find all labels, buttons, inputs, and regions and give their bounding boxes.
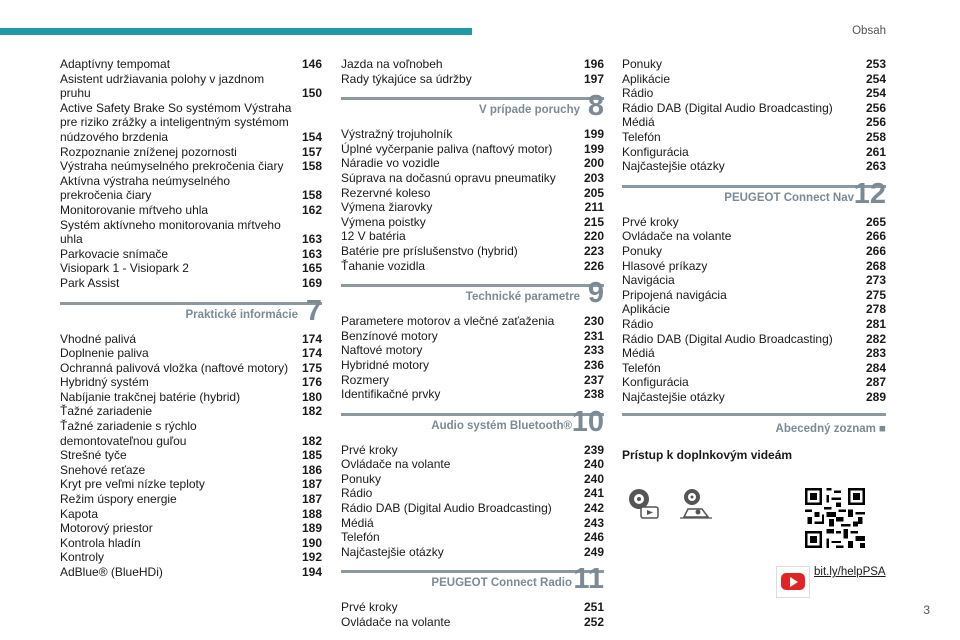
section-number: 12 xyxy=(853,177,886,210)
toc-entry-page: 223 xyxy=(583,243,604,258)
toc-entry-title: Doplnenie paliva xyxy=(60,346,149,361)
toc-entry[interactable] xyxy=(60,174,322,203)
toc-entry[interactable] xyxy=(622,229,886,244)
toc-entry-title: Parametere motorov a vlečné zaťaženia xyxy=(341,314,555,329)
toc-entry-title: Ponuky xyxy=(341,471,382,486)
header-accent-bar xyxy=(0,28,472,35)
toc-entry[interactable] xyxy=(60,218,322,247)
toc-entry-title: Rádio DAB (Digital Audio Broadcasting) xyxy=(622,331,833,346)
toc-entry[interactable] xyxy=(622,259,886,274)
toc-entry-page: 226 xyxy=(583,258,604,273)
toc-entry[interactable] xyxy=(341,142,604,157)
toc-entry[interactable] xyxy=(622,130,886,145)
toc-entry-page: 256 xyxy=(865,100,886,115)
toc-entry[interactable] xyxy=(341,373,604,388)
toc-entry-page: 233 xyxy=(583,343,604,358)
toc-entry-title: Parkovacie snímače xyxy=(60,246,169,261)
toc-entry[interactable] xyxy=(622,375,886,390)
toc-entry-page: 188 xyxy=(301,506,322,521)
toc-entry[interactable] xyxy=(622,288,886,303)
toc-entry[interactable] xyxy=(60,159,322,174)
toc-entry[interactable] xyxy=(341,387,604,402)
toc-entry-title: Kontrola hladín xyxy=(60,535,141,550)
toc-entry[interactable] xyxy=(60,419,322,448)
toc-entry[interactable] xyxy=(622,273,886,288)
toc-entry-page: 252 xyxy=(583,615,604,630)
car-wheel-video-icon xyxy=(678,487,714,521)
toc-entry-page: 165 xyxy=(301,261,322,276)
toc-entry-page: 185 xyxy=(301,448,322,463)
toc-entry-page: 266 xyxy=(865,229,886,244)
toc-entry[interactable] xyxy=(60,463,322,478)
toc-entry-page: 197 xyxy=(583,71,604,86)
toc-entry[interactable] xyxy=(341,127,604,142)
toc-entry[interactable] xyxy=(60,332,322,347)
toc-entry-title: Ovládače na volante xyxy=(341,457,451,472)
toc-entry-page: 258 xyxy=(865,129,886,144)
toc-entry-title: Konfigurácia xyxy=(622,375,689,390)
toc-entry-title: 12 V batéria xyxy=(341,229,406,244)
toc-entry[interactable] xyxy=(60,404,322,419)
toc-entry-title: Visiopark 1 - Visiopark 2 xyxy=(60,261,189,276)
toc-entry[interactable] xyxy=(341,530,604,545)
toc-entry-title: Asistent udržiavania polohy v jazdnom pruhu xyxy=(60,71,265,101)
toc-entry-page: 182 xyxy=(301,404,322,419)
help-link[interactable]: bit.ly/helpPSA xyxy=(814,566,886,578)
toc-entry-page: 242 xyxy=(583,501,604,516)
toc-entry-page: 150 xyxy=(301,86,322,101)
toc-entry-title: Navigácia xyxy=(622,273,675,288)
toc-entry-page: 254 xyxy=(865,71,886,86)
section-number: 7 xyxy=(305,294,322,327)
toc-entry-title: AdBlue® (BlueHDi) xyxy=(60,565,163,579)
toc-entry-page: 241 xyxy=(583,486,604,501)
toc-entry-title: Ťahanie vozidla xyxy=(341,258,426,273)
toc-entry-title: Výmena poistky xyxy=(341,214,426,229)
toc-entry-title: Rádio xyxy=(622,86,654,101)
toc-entry-page: 246 xyxy=(583,530,604,545)
toc-entry-title: Snehové reťaze xyxy=(60,462,146,477)
toc-entry-title: Rádio DAB (Digital Audio Broadcasting) xyxy=(622,100,833,115)
toc-entry[interactable] xyxy=(341,545,604,560)
toc-entry-title: Hybridné motory xyxy=(341,357,430,372)
toc-entry[interactable] xyxy=(60,261,322,276)
toc-entry-page: 157 xyxy=(301,144,322,159)
toc-entry-title: Súprava na dočasnú opravu pneumatiky xyxy=(341,170,556,185)
toc-column-2 xyxy=(341,57,604,630)
toc-entry-title: Pripojená navigácia xyxy=(622,287,727,302)
toc-entry[interactable] xyxy=(341,244,604,259)
section-header-9 xyxy=(341,277,604,310)
toc-entry-page: 253 xyxy=(865,57,886,71)
toc-entry-page: 158 xyxy=(301,188,322,203)
toc-entry-page: 189 xyxy=(301,521,322,536)
page-number: 3 xyxy=(923,603,930,617)
toc-entry[interactable] xyxy=(622,302,886,317)
toc-entry-title: Telefón xyxy=(622,360,661,375)
toc-entry[interactable] xyxy=(341,472,604,487)
toc-entry[interactable] xyxy=(341,314,604,329)
toc-entry-page: 240 xyxy=(583,457,604,472)
section-header-8 xyxy=(341,90,604,123)
toc-entry-page: 199 xyxy=(583,127,604,142)
section-header-10 xyxy=(341,405,604,439)
toc-entry-page: 236 xyxy=(583,357,604,372)
toc-entry-page: 283 xyxy=(865,346,886,361)
toc-entry-page: 163 xyxy=(301,246,322,261)
toc-entry-title: Motorový priestor xyxy=(60,521,153,536)
section-title: PEUGEOT Connect Radio xyxy=(431,577,572,590)
toc-entry-title: Systém aktívneho monitorovania mŕtveho uhla xyxy=(60,217,281,247)
toc-entry[interactable] xyxy=(622,332,886,347)
toc-entry[interactable] xyxy=(60,361,322,376)
toc-entry-page: 162 xyxy=(301,202,322,217)
qr-code[interactable] xyxy=(805,488,865,548)
toc-entry-page: 176 xyxy=(301,375,322,390)
toc-entry[interactable] xyxy=(622,145,886,160)
toc-column-1 xyxy=(60,57,322,580)
toc-entry-title: Najčastejšie otázky xyxy=(341,544,444,559)
toc-entry-title: Hlasové príkazy xyxy=(622,258,708,273)
toc-entry-page: 284 xyxy=(865,360,886,375)
toc-entry-title: Telefón xyxy=(622,129,661,144)
toc-entry-title: Náradie vo vozidle xyxy=(341,156,440,171)
toc-entry[interactable] xyxy=(341,171,604,186)
toc-entry-page: 182 xyxy=(301,433,322,448)
toc-entry[interactable] xyxy=(60,390,322,405)
toc-entry[interactable] xyxy=(60,448,322,463)
toc-entry-page: 163 xyxy=(301,232,322,247)
toc-entry[interactable] xyxy=(341,501,604,516)
toc-entry[interactable] xyxy=(622,244,886,259)
toc-entry[interactable] xyxy=(622,86,886,101)
toc-entry-title: Adaptívny tempomat xyxy=(60,57,171,71)
toc-entry-title: Prvé kroky xyxy=(622,214,679,229)
toc-entry-page: 230 xyxy=(583,314,604,329)
toc-entry-page: 187 xyxy=(301,477,322,492)
toc-entry-title: Naftové motory xyxy=(341,343,423,358)
toc-entry[interactable] xyxy=(622,390,886,405)
videos-title: Prístup k doplnkovým videám xyxy=(622,448,793,462)
toc-entry-title: Režim úspory energie xyxy=(60,492,177,507)
toc-entry[interactable] xyxy=(341,229,604,244)
toc-entry-page: 278 xyxy=(865,302,886,317)
page-title: Obsah xyxy=(852,25,886,37)
toc-entry[interactable] xyxy=(341,186,604,201)
toc-entry-page: 175 xyxy=(301,360,322,375)
toc-entry[interactable] xyxy=(60,521,322,536)
toc-entry-title: Úplné vyčerpanie paliva (naftový motor) xyxy=(341,141,553,156)
toc-entry-title: Médiá xyxy=(341,515,374,530)
toc-entry-page: 199 xyxy=(583,141,604,156)
toc-entry-title: Benzínové motory xyxy=(341,328,438,343)
toc-entry-title: Jazda na voľnobeh xyxy=(341,57,443,71)
toc-entry-title: Kryt pre veľmi nízke teploty xyxy=(60,477,205,492)
toc-entry-page: 174 xyxy=(301,331,322,346)
toc-entry-title: Strešné tyče xyxy=(60,448,127,463)
toc-entry[interactable] xyxy=(341,443,604,458)
toc-entry[interactable] xyxy=(60,276,322,291)
toc-entry-page: 194 xyxy=(301,565,322,579)
toc-entry[interactable] xyxy=(622,346,886,361)
toc-entry-title: Identifikačné prvky xyxy=(341,387,441,402)
toc-entry[interactable] xyxy=(60,346,322,361)
toc-entry[interactable] xyxy=(60,536,322,551)
toc-entry-title: Prvé kroky xyxy=(341,600,398,615)
toc-entry-page: 240 xyxy=(583,471,604,486)
toc-entry[interactable] xyxy=(622,72,886,87)
toc-entry-page: 190 xyxy=(301,535,322,550)
toc-entry-page: 192 xyxy=(301,550,322,565)
toc-entry-title: Active Safety Brake So systémom Výstraha pre riziko zrážky a inteligentným systémom núdzového brzdenia xyxy=(60,100,292,144)
toc-entry[interactable] xyxy=(341,215,604,230)
toc-entry-page: 287 xyxy=(865,375,886,390)
toc-entry-title: Rádio xyxy=(341,486,373,501)
toc-entry[interactable] xyxy=(60,507,322,522)
toc-entry-title: Aplikácie xyxy=(622,302,671,317)
toc-entry-page: 180 xyxy=(301,389,322,404)
section-number: 10 xyxy=(571,405,604,438)
toc-entry-title: Monitorovanie mŕtveho uhla xyxy=(60,202,209,217)
toc-entry-title: Nabíjanie trakčnej batérie (hybrid) xyxy=(60,389,241,404)
section-title: V prípade poruchy xyxy=(479,104,580,117)
toc-entry[interactable] xyxy=(341,329,604,344)
toc-entry-page: 282 xyxy=(865,331,886,346)
toc-entry-title: Médiá xyxy=(622,115,655,130)
toc-entry-page: 263 xyxy=(865,159,886,174)
toc-entry[interactable] xyxy=(60,57,322,72)
toc-entry[interactable] xyxy=(341,72,604,87)
toc-entry-page: 205 xyxy=(583,185,604,200)
toc-entry-title: Park Assist xyxy=(60,275,120,290)
section-title: Audio systém Bluetooth® xyxy=(431,419,572,432)
toc-entry[interactable] xyxy=(622,159,886,174)
toc-entry-page: 281 xyxy=(865,316,886,331)
toc-entry[interactable] xyxy=(60,477,322,492)
toc-entry[interactable] xyxy=(341,615,604,630)
toc-entry[interactable] xyxy=(341,600,604,615)
toc-entry-title: Vhodné palivá xyxy=(60,331,137,346)
toc-entry-title: Konfigurácia xyxy=(622,144,689,159)
alphabetical-index-header xyxy=(622,410,886,434)
toc-entry-title: Ponuky xyxy=(622,243,663,258)
toc-entry[interactable] xyxy=(622,361,886,376)
toc-entry-page: 266 xyxy=(865,243,886,258)
toc-entry[interactable] xyxy=(341,358,604,373)
toc-entry-title: Rezervné koleso xyxy=(341,185,431,200)
toc-entry[interactable] xyxy=(341,486,604,501)
toc-entry-page: 187 xyxy=(301,492,322,507)
wheel-video-icon xyxy=(626,487,660,521)
toc-entry-page: 169 xyxy=(301,275,322,290)
toc-entry-title: Kontroly xyxy=(60,550,105,565)
toc-entry-title: Aktívna výstraha neúmyselného prekročenia čiary xyxy=(60,173,231,203)
toc-entry-title: Ochranná palivová vložka (naftové motory) xyxy=(60,360,289,375)
toc-entry-title: Aplikácie xyxy=(622,71,671,86)
toc-entry-title: Rádio xyxy=(622,316,654,331)
toc-entry-page: 238 xyxy=(583,387,604,402)
toc-entry-page: 254 xyxy=(865,86,886,101)
toc-entry-page: 154 xyxy=(301,129,322,144)
toc-entry[interactable] xyxy=(341,259,604,274)
toc-entry[interactable] xyxy=(622,57,886,72)
toc-entry-page: 200 xyxy=(583,156,604,171)
section-header-11 xyxy=(341,563,604,596)
toc-entry-title: Telefón xyxy=(341,530,380,545)
toc-entry-page: 237 xyxy=(583,372,604,387)
toc-entry-page: 275 xyxy=(865,287,886,302)
toc-entry-page: 256 xyxy=(865,115,886,130)
toc-entry-title: Ťažné zariadenie xyxy=(60,404,153,419)
toc-entry-title: Výstražný trojuholník xyxy=(341,127,453,142)
toc-entry[interactable] xyxy=(60,101,322,145)
toc-entry-title: Rozpoznanie zníženej pozornosti xyxy=(60,144,237,159)
toc-entry-title: Najčastejšie otázky xyxy=(622,159,725,174)
toc-entry[interactable] xyxy=(622,115,886,130)
toc-entry-title: Prvé kroky xyxy=(341,442,398,457)
toc-entry-title: Hybridný systém xyxy=(60,375,149,390)
toc-entry-title: Kapota xyxy=(60,506,99,521)
toc-entry[interactable] xyxy=(60,375,322,390)
toc-entry-page: 268 xyxy=(865,258,886,273)
toc-entry[interactable] xyxy=(60,145,322,160)
toc-entry[interactable] xyxy=(341,457,604,472)
toc-entry-page: 249 xyxy=(583,544,604,559)
toc-entry[interactable] xyxy=(60,492,322,507)
toc-entry[interactable] xyxy=(60,72,322,101)
section-title: Technické parametre xyxy=(465,291,580,304)
section-title: PEUGEOT Connect Nav xyxy=(724,191,854,204)
toc-entry[interactable] xyxy=(622,215,886,230)
toc-entry-title: Výmena žiarovky xyxy=(341,200,433,215)
toc-entry-title: Ťažné zariadenie s rýchlo demontovateľnou guľou xyxy=(60,419,197,448)
section-header-12 xyxy=(622,177,886,211)
toc-entry-title: Najčastejšie otázky xyxy=(622,389,725,404)
toc-entry-title: Rozmery xyxy=(341,372,390,387)
section-number: 8 xyxy=(587,90,604,123)
toc-entry-title: Ponuky xyxy=(622,57,663,71)
toc-entry-page: 273 xyxy=(865,273,886,288)
section-title: Praktické informácie xyxy=(185,308,298,321)
toc-entry-page: 231 xyxy=(583,328,604,343)
youtube-icon[interactable] xyxy=(776,566,810,598)
toc-column-3 xyxy=(622,57,886,434)
section-number: 11 xyxy=(573,563,604,596)
toc-entry[interactable] xyxy=(341,57,604,72)
toc-entry[interactable] xyxy=(341,156,604,171)
toc-entry[interactable] xyxy=(60,550,322,565)
toc-entry[interactable] xyxy=(341,343,604,358)
toc-entry-title: Rady týkajúce sa údržby xyxy=(341,71,472,86)
toc-entry-page: 239 xyxy=(583,442,604,457)
toc-entry-page: 243 xyxy=(583,515,604,530)
toc-entry-title: Rádio DAB (Digital Audio Broadcasting) xyxy=(341,501,552,516)
toc-entry-page: 289 xyxy=(865,389,886,404)
toc-entry-page: 220 xyxy=(583,229,604,244)
toc-entry[interactable] xyxy=(341,516,604,531)
toc-entry-title: Výstraha neúmyselného prekročenia čiary xyxy=(60,159,284,174)
toc-entry-page: 203 xyxy=(583,170,604,185)
toc-entry-page: 211 xyxy=(584,200,604,215)
toc-entry[interactable] xyxy=(60,565,322,580)
toc-entry-title: Ovládače na volante xyxy=(341,615,451,630)
toc-entry-title: Batérie pre príslušenstvo (hybrid) xyxy=(341,243,518,258)
section-number: 9 xyxy=(587,277,604,310)
toc-entry-page: 186 xyxy=(301,462,322,477)
toc-entry[interactable] xyxy=(60,247,322,262)
toc-entry-title: Ovládače na volante xyxy=(622,229,732,244)
toc-entry[interactable] xyxy=(622,317,886,332)
alphabetical-index-link[interactable]: Abecedný zoznam ■ xyxy=(775,423,886,436)
toc-entry-page: 265 xyxy=(865,214,886,229)
toc-entry-page: 251 xyxy=(583,600,604,615)
toc-entry-page: 146 xyxy=(301,57,322,71)
toc-entry-page: 158 xyxy=(301,159,322,174)
toc-entry-page: 174 xyxy=(301,346,322,361)
toc-entry-page: 215 xyxy=(583,214,604,229)
toc-entry-page: 261 xyxy=(865,144,886,159)
section-header-7 xyxy=(60,294,322,328)
toc-entry[interactable] xyxy=(341,200,604,215)
toc-entry[interactable] xyxy=(622,101,886,116)
toc-entry-page: 196 xyxy=(583,57,604,71)
toc-entry-title: Médiá xyxy=(622,346,655,361)
toc-entry[interactable] xyxy=(60,203,322,218)
